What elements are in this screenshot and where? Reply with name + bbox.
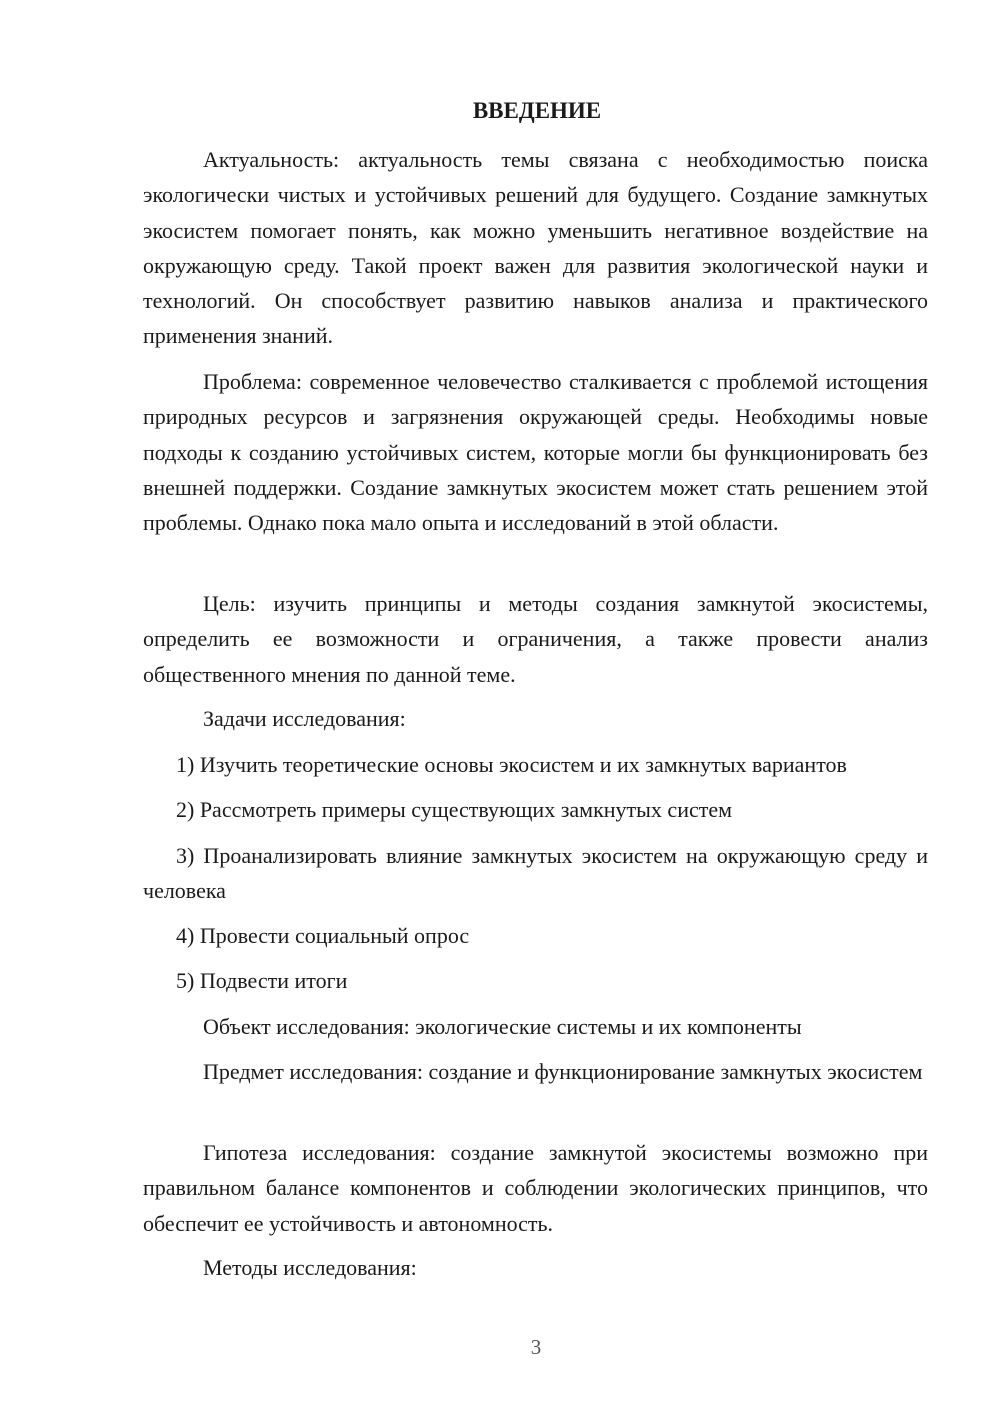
task-item-4: 4) Провести социальный опрос xyxy=(176,923,470,948)
task-item-1: 1) Изучить теоретические основы экосистем и их замкнутых вариантов xyxy=(176,752,847,777)
paragraph-goal: Цель: изучить принципы и методы создания замкнутой экосистемы, определить ее возможности и ограничения, а также провести анализ общественного мнения по данной теме. xyxy=(143,591,928,687)
paragraph-relevance: Актуальность: актуальность темы связана с необходимостью поиска экологически чистых и устойчивых решений для будущего. Создание замкнутых экосистем помогает понять, как можно уменьшить негативное воздействие на окружающую среду. Такой проект важен для развития экологической науки и технологий. Он способствует развитию навыков анализа и практического применения знаний. xyxy=(143,147,928,349)
paragraph-hypothesis: Гипотеза исследования: создание замкнутой экосистемы возможно при правильном балансе компонентов и соблюдении экологических принципов, что обеспечит ее устойчивость и автономность. xyxy=(143,1140,928,1236)
page-number: 3 xyxy=(530,1335,542,1359)
task-item-3: 3) Проанализировать влияние замкнутых экосистем на окружающую среду и человека xyxy=(143,843,928,904)
task-item-2: 2) Рассмотреть примеры существующих замкнутых систем xyxy=(176,797,733,822)
paragraph-problem: Проблема: современное человечество сталкивается с проблемой истощения природных ресурсов и загрязнения окружающей среды. Необходимы новые подходы к созданию устойчивых систем, которые могли бы функционировать без внешней поддержки. Создание замкнутых экосистем может стать решением этой проблемы. Однако пока мало опыта и исследований в этой области. xyxy=(143,369,928,536)
paragraph-methods: Методы исследования: xyxy=(203,1255,417,1280)
tasks-title: Задачи исследования: xyxy=(203,706,406,731)
paragraph-object: Объект исследования: экологические системы и их компоненты xyxy=(203,1014,802,1039)
task-item-5: 5) Подвести итоги xyxy=(176,968,348,993)
paragraph-subject: Предмет исследования: создание и функционирование замкнутых экосистем xyxy=(203,1059,923,1084)
section-heading: ВВЕДЕНИЕ xyxy=(472,98,602,123)
